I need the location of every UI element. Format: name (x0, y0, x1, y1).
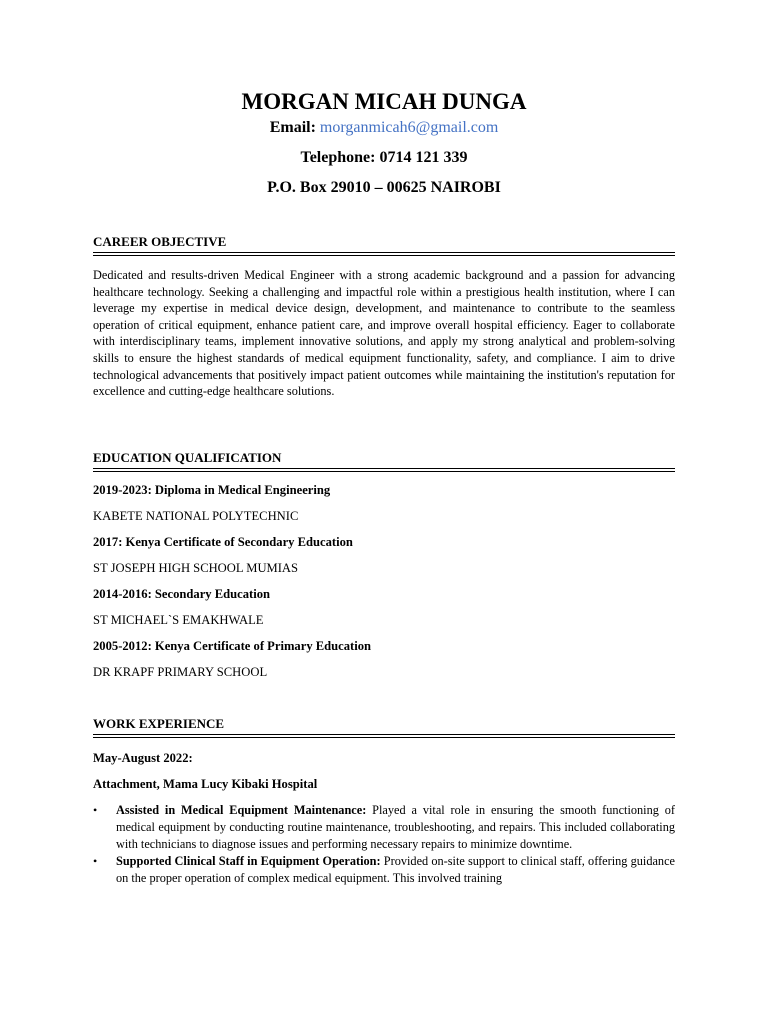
work-experience-heading: WORK EXPERIENCE (93, 716, 225, 731)
email-link[interactable]: morganmicah6@gmail.com (319, 119, 499, 136)
candidate-name: MORGAN MICAH DUNGA (241, 89, 527, 114)
email-label: Email: (269, 119, 316, 136)
bullet-text: Provided on-site support to clinical staff, offering guidance on the proper operation of complex medical equipment. This involved training (116, 854, 675, 885)
education-entry-title: 2019-2023: Diploma in Medical Engineering (93, 483, 331, 497)
bullet-lead: Assisted in Medical Equipment Maintenance: (116, 803, 367, 817)
bullet-icon: • (93, 803, 98, 817)
work-period: May-August 2022: (93, 751, 193, 765)
education-section (93, 450, 675, 690)
education-heading: EDUCATION QUALIFICATION (93, 450, 282, 465)
career-objective-section (93, 234, 675, 400)
work-place: Attachment, Mama Lucy Kibaki Hospital (93, 777, 318, 791)
education-entry-school: KABETE NATIONAL POLYTECHNIC (93, 509, 299, 523)
career-objective-text: Dedicated and results-driven Medical Engineer with a strong academic background and a passion for advancing healthcare technology. Seeking a challenging and impactful role within a prestigious health institution, where I can leverage my expertise in medical device design, development, and maintenance to contribute to the seamless operation of critical equipment, enhance patient care, and improve overall hospital efficiency. Eager to collaborate with interdisciplinary teams, implement innovative solutions, and apply my strong analytical and problem-solving skills to ensure the highest standards of medical equipment functionality, safety, and compliance. I aim to drive technological advancements that positively impact patient outcomes while maintaining the institution's reputation for excellence and cutting-edge healthcare solutions. (93, 268, 675, 399)
education-entry-school: ST MICHAEL`S EMAKHWALE (93, 613, 264, 627)
resume-header (0, 88, 768, 198)
section-divider (93, 734, 675, 738)
postal-address: P.O. Box 29010 – 00625 NAIROBI (267, 179, 501, 196)
education-entry-title: 2014-2016: Secondary Education (93, 587, 271, 601)
education-list (93, 482, 675, 690)
bullet-text: Played a vital role in ensuring the smooth functioning of medical equipment by conducting routine maintenance, troubleshooting, and repairs. This included collaborating with technicians to diagnose issues and performing necessary repairs to minimize downtime. (116, 803, 675, 851)
email-line (0, 118, 768, 138)
career-objective-heading: CAREER OBJECTIVE (93, 234, 227, 249)
education-entry-title: 2005-2012: Kenya Certificate of Primary Education (93, 639, 372, 653)
list-item (93, 853, 675, 887)
bullet-lead: Supported Clinical Staff in Equipment Operation: (116, 854, 381, 868)
bullet-icon: • (93, 854, 98, 868)
section-divider (93, 252, 675, 256)
education-entry-school: DR KRAPF PRIMARY SCHOOL (93, 665, 268, 679)
list-item (93, 802, 675, 853)
work-experience-section (93, 716, 675, 887)
telephone-line: Telephone: 0714 121 339 (300, 149, 468, 166)
education-entry-school: ST JOSEPH HIGH SCHOOL MUMIAS (93, 561, 299, 575)
education-entry-title: 2017: Kenya Certificate of Secondary Education (93, 535, 353, 549)
work-bullet-list (93, 802, 675, 887)
section-divider (93, 468, 675, 472)
